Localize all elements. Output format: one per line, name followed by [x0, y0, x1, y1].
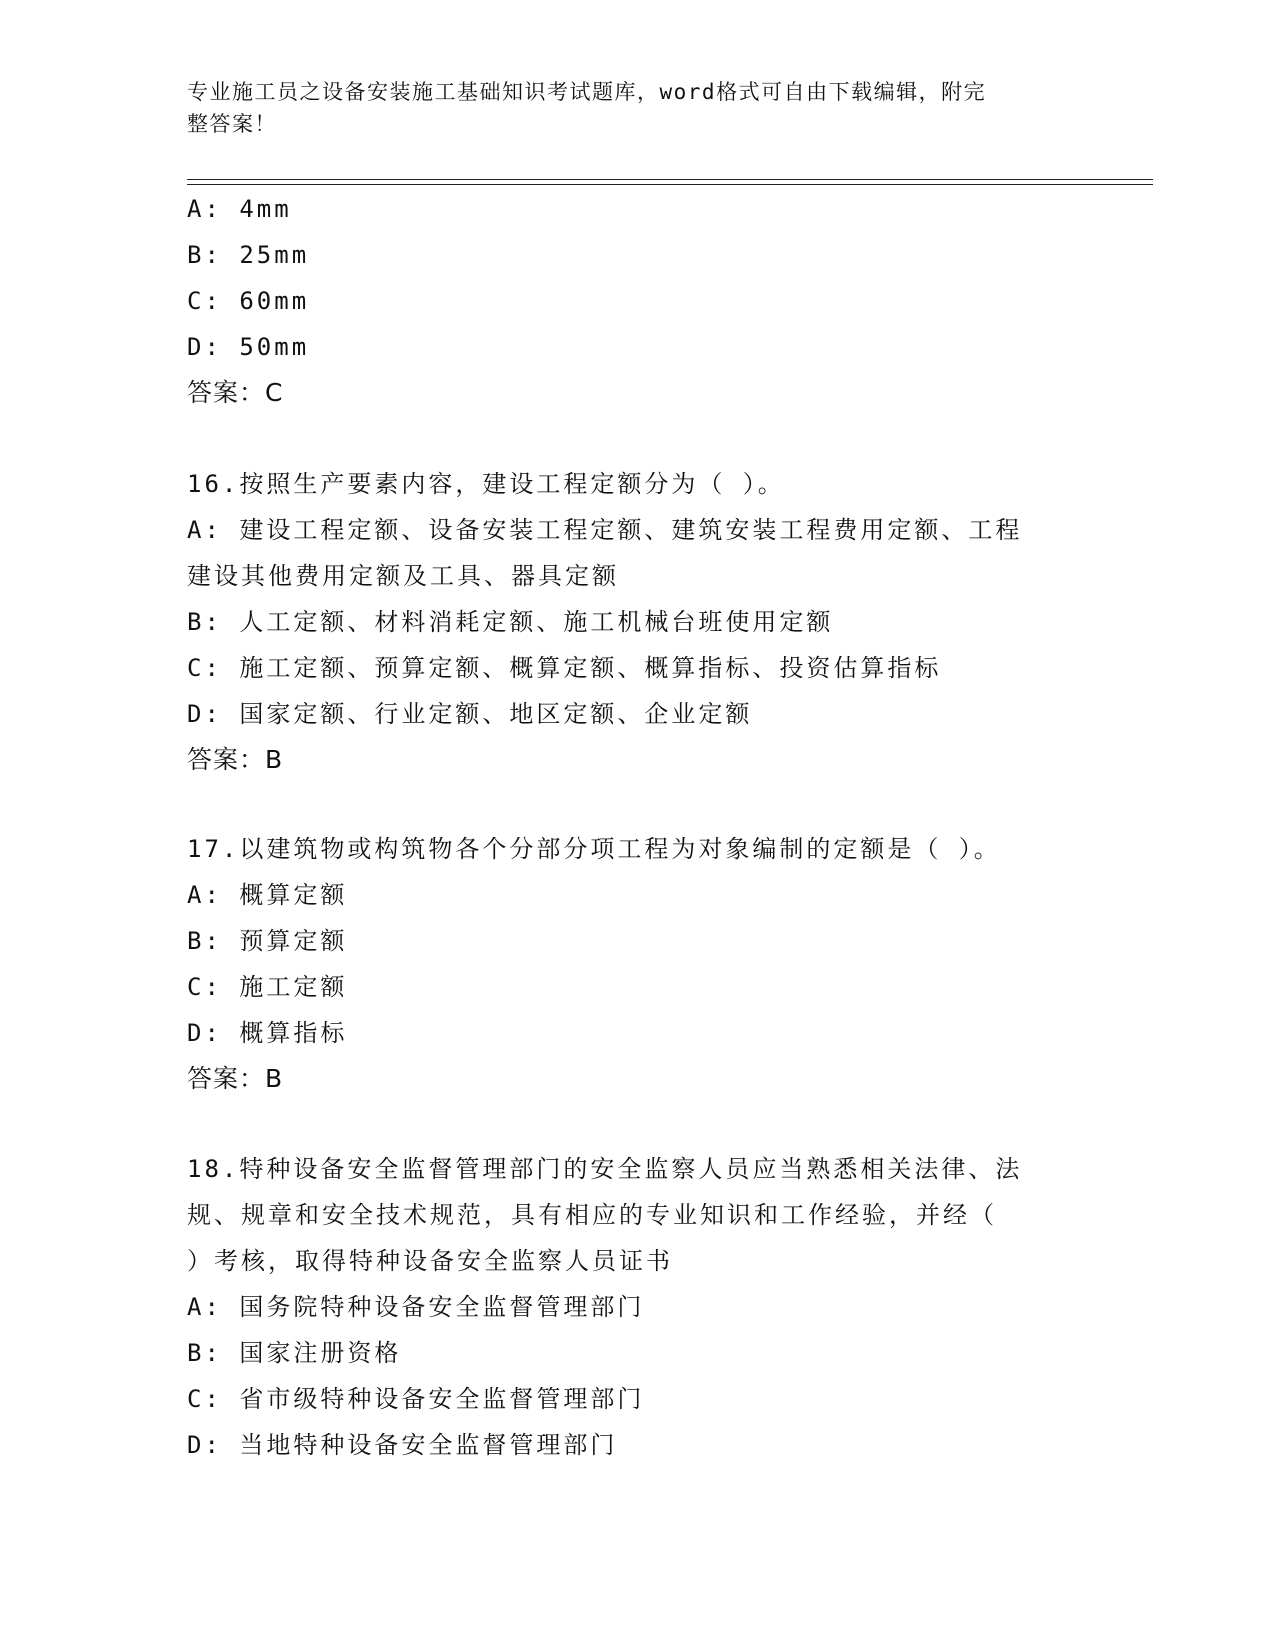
option-d: D: 概算指标: [187, 1019, 348, 1047]
option-a: A: 建设工程定额、设备安装工程定额、建筑安装工程费用定额、工程: [187, 516, 1023, 544]
option-a: A: 概算定额: [187, 881, 348, 909]
option-b: B: 人工定额、材料消耗定额、施工机械台班使用定额: [187, 608, 834, 636]
option-a: A: 国务院特种设备安全监督管理部门: [187, 1293, 645, 1321]
answer: 答案：B: [187, 1064, 284, 1093]
document-header: [187, 76, 1077, 140]
question-text-line-2: 规、规章和安全技术规范，具有相应的专业知识和工作经验，并经（: [187, 1201, 997, 1229]
question-text: 17.以建筑物或构筑物各个分部分项工程为对象编制的定额是（ ）。: [187, 835, 1001, 863]
option-a-continued: 建设其他费用定额及工具、器具定额: [187, 562, 619, 590]
header-line-2: 整答案！: [187, 112, 277, 136]
option-c: C: 60mm: [187, 287, 310, 315]
option-b: B: 25mm: [187, 241, 310, 269]
option-c: C: 省市级特种设备安全监督管理部门: [187, 1385, 645, 1413]
option-c: C: 施工定额、预算定额、概算定额、概算指标、投资估算指标: [187, 654, 942, 682]
option-d: D: 50mm: [187, 333, 310, 361]
option-c: C: 施工定额: [187, 973, 348, 1001]
question-15: [187, 186, 1087, 416]
question-17: [187, 826, 1087, 1102]
option-a: A: 4mm: [187, 195, 292, 223]
header-divider-bottom: [187, 184, 1153, 185]
answer: 答案：C: [187, 378, 284, 407]
header-line-1: 专业施工员之设备安装施工基础知识考试题库，word格式可自由下载编辑，附完: [187, 80, 987, 104]
question-18: [187, 1146, 1087, 1468]
question-16: [187, 461, 1087, 783]
question-text-line-1: 18.特种设备安全监督管理部门的安全监察人员应当熟悉相关法律、法: [187, 1155, 1023, 1183]
option-b: B: 预算定额: [187, 927, 348, 955]
question-text: 16.按照生产要素内容，建设工程定额分为（ ）。: [187, 470, 785, 498]
option-d: D: 当地特种设备安全监督管理部门: [187, 1431, 618, 1459]
question-text-line-3: ）考核，取得特种设备安全监察人员证书: [187, 1247, 673, 1275]
option-d: D: 国家定额、行业定额、地区定额、企业定额: [187, 700, 753, 728]
answer: 答案：B: [187, 745, 284, 774]
header-divider-top: [187, 179, 1153, 180]
option-b: B: 国家注册资格: [187, 1339, 402, 1367]
